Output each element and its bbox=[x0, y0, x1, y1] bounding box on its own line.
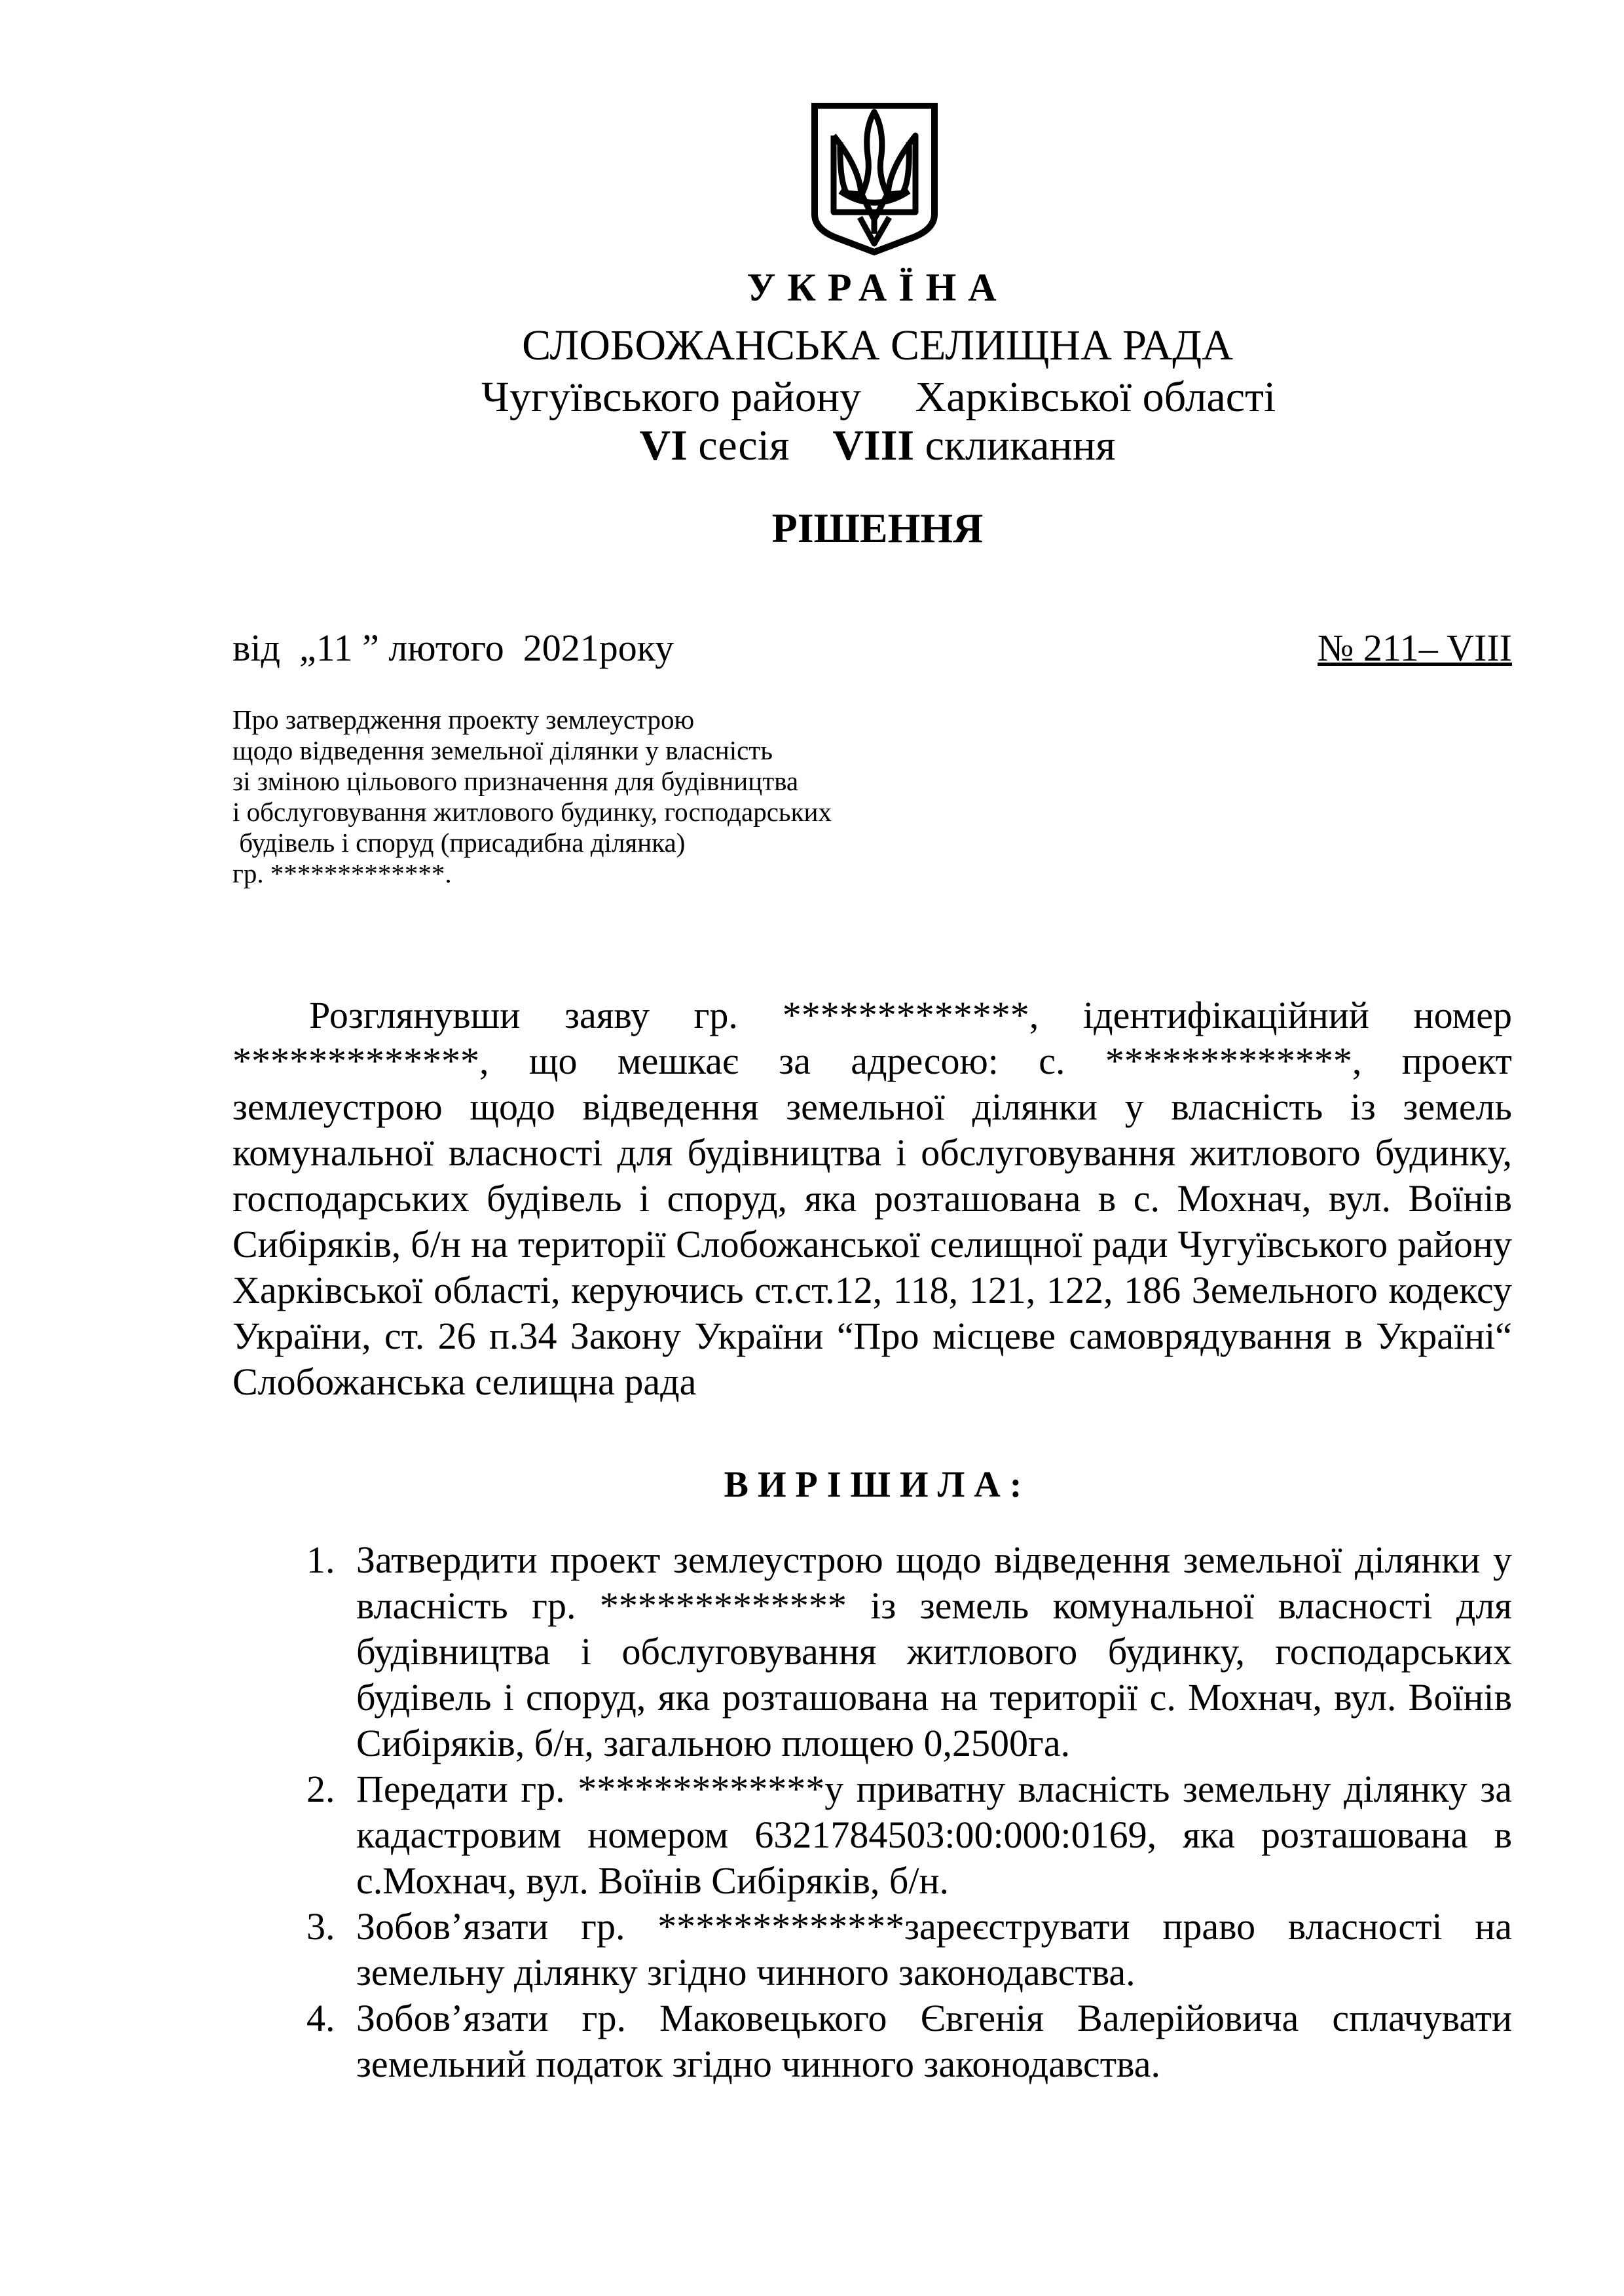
item-number: 3. bbox=[306, 1905, 335, 1948]
item-text: Зобов’язати гр. *************зареєструвати право власності на земельну ділянку згідно чинного законодавства. bbox=[356, 1905, 1512, 1994]
subject-line: будівель і споруд (присадибна ділянка) bbox=[232, 828, 686, 858]
session-number: VI bbox=[639, 422, 688, 469]
preamble-paragraph: Розглянувши заяву гр. *************, ідентифікаційний номер *************, що мешкає за адресою: с. *************, проект землеустрою щодо відведення земельної ділянки у власність із земель комунальної власності для будівництва і обслуговування житлового будинку, господарських будівель і споруд, яка розташована в с. Мохнач, вул. Воїнів Сибіряків, б/н на території Слобожанської селищної ради Чугуївського району Харківської області, керуючись ст.ст.12, 118, 121, 122, 186 Земельного кодексу України, ст. 26 п.34 Закону України “Про місцеве самоврядування в Україні“ Слобожанська селищна рада bbox=[232, 994, 1512, 1403]
item-number: 1. bbox=[306, 1539, 335, 1581]
item-number: 2. bbox=[306, 1768, 335, 1810]
document-type-heading: РІШЕННЯ bbox=[771, 505, 984, 551]
decisions-list bbox=[306, 1537, 1512, 2087]
session-word: сесія bbox=[698, 422, 790, 469]
subject-line: зі зміною цільового призначення для будівництва bbox=[232, 766, 799, 796]
date-number-line bbox=[232, 625, 1512, 671]
session-line bbox=[481, 420, 1274, 471]
item-text: Передати гр. *************у приватну власність земельну ділянку за кадастровим номером 6321784503:00:000:0169, яка розташована в с.Мохнач, вул. Воїнів Сибіряків, б/н. bbox=[356, 1768, 1512, 1902]
subject-block bbox=[232, 704, 832, 889]
decision-item bbox=[306, 1904, 1512, 1995]
decision-item bbox=[306, 1995, 1512, 2087]
convocation-word: скликання bbox=[925, 422, 1116, 469]
coat-of-arms-icon bbox=[811, 103, 938, 257]
convocation-number: VIII bbox=[832, 422, 915, 469]
subject-line: і обслуговування житлового будинку, господарських bbox=[232, 797, 832, 827]
decision-date: від „11 ” лютого 2021року bbox=[232, 627, 674, 669]
subject-line: гр. *************. bbox=[232, 858, 452, 888]
decided-heading: ВИРІШИЛА: bbox=[724, 1465, 1031, 1505]
item-text: Зобов’язати гр. Маковецького Євгенія Валерійовича сплачувати земельний податок згідно чинного законодавства. bbox=[356, 1997, 1512, 2085]
subject-line: Про затвердження проекту землеустрою bbox=[232, 704, 695, 735]
country-heading: УКРАЇНА bbox=[747, 266, 1008, 309]
item-text: Затвердити проект землеустрою щодо відведення земельної ділянки у власність гр. ************* із земель комунальної власності для будівництва і обслуговування житлового будинку, господарських будівель і споруд, яка розташована на території с. Мохнач, вул. Воїнів Сибіряків, б/н, загальною площею 0,2500га. bbox=[356, 1539, 1512, 1764]
decision-item bbox=[306, 1537, 1512, 1766]
council-name: СЛОБОЖАНСЬКА СЕЛИЩНА РАДА bbox=[522, 321, 1233, 369]
decision-item bbox=[306, 1766, 1512, 1904]
district-line: Чугуївського району Харківської області bbox=[481, 373, 1276, 421]
subject-line: щодо відведення земельної ділянки у власність bbox=[232, 735, 773, 765]
decision-number: № 211– VIII bbox=[1318, 627, 1512, 669]
item-number: 4. bbox=[306, 1997, 335, 2039]
